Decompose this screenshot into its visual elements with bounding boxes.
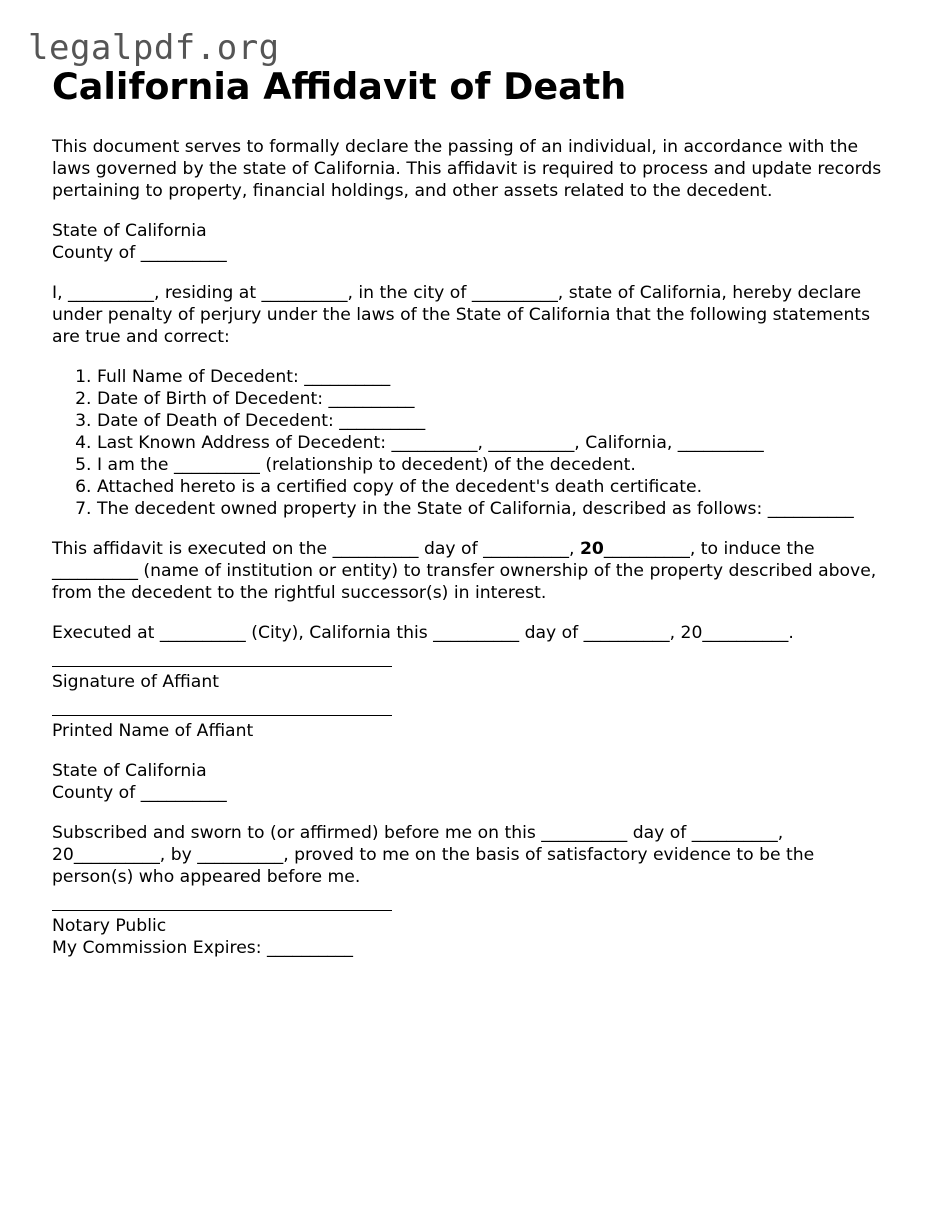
declaration-text: , in the city of [347, 283, 472, 303]
intro-paragraph: This document serves to formally declare the passing of an individual, in accordance with the laws governed by the state of California. This affidavit is required to process and update records pertaining to property, financial holdings, and other assets related to the decedent. [52, 137, 882, 201]
venue-block-notary [52, 760, 892, 804]
county-blank[interactable]: __________ [140, 783, 227, 803]
list-item: 2. Date of Birth of Decedent: __________ [97, 388, 892, 410]
venue-county-label: County of [52, 243, 141, 263]
list-item: 4. Last Known Address of Decedent: __________, __________, California, __________ [97, 432, 892, 454]
printed-name-line[interactable] [52, 715, 392, 716]
affiant-name-blank[interactable]: __________ [68, 283, 154, 303]
list-item: 6. Attached hereto is a certified copy of the decedent's death certificate. [97, 476, 892, 498]
execution-text: __________, to induce the __________ (name of institution or entity) to transfer ownership of the property described above, from the decedent to the rightful successor(s) in interest. [52, 539, 877, 603]
declaration-text: , residing at [153, 283, 262, 303]
commission-blank[interactable]: __________ [267, 938, 353, 958]
jurat-paragraph: Subscribed and sworn to (or affirmed) before me on this __________ day of __________, 20__________, by __________, proved to me on the basis of satisfactory evidence to be the person(s) who appeared before me. [52, 823, 815, 887]
list-item: 5. I am the __________ (relationship to decedent) of the decedent. [97, 454, 892, 476]
execution-paragraph [52, 538, 892, 604]
venue-state: State of California [52, 221, 207, 241]
document-title: California Affidavit of Death [52, 65, 627, 108]
list-item: 1. Full Name of Decedent: __________ [97, 366, 892, 388]
list-item: 3. Date of Death of Decedent: __________ [97, 410, 892, 432]
venue-block [52, 220, 892, 264]
affiant-signature-block [52, 666, 892, 693]
watermark: legalpdf.org [28, 28, 280, 68]
list-item: 7. The decedent owned property in the State of California, described as follows: __________ [97, 498, 892, 520]
execution-text: This affidavit is executed on the __________ day of __________, [52, 539, 580, 559]
city-blank[interactable]: __________ [471, 283, 558, 303]
document-body [52, 64, 892, 959]
signature-label: Signature of Affiant [52, 672, 219, 692]
printed-name-block [52, 715, 892, 742]
notary-signature-line[interactable] [52, 910, 392, 911]
signature-line[interactable] [52, 666, 392, 667]
venue-county-label: County of [52, 783, 141, 803]
statements-list [52, 366, 892, 520]
declaration-text: I, [52, 283, 68, 303]
residence-blank[interactable]: __________ [261, 283, 348, 303]
notary-block [52, 910, 892, 959]
execution-year: 20 [579, 539, 604, 559]
executed-at-line: Executed at __________ (City), California this __________ day of __________, 20__________. [52, 623, 794, 643]
venue-state: State of California [52, 761, 207, 781]
declaration-paragraph [52, 282, 892, 348]
notary-label: Notary Public [52, 916, 167, 936]
county-blank[interactable]: __________ [140, 243, 227, 263]
declaration-text: , state of California, hereby declare under penalty of perjury under the laws of the State of California that the following statements are true and correct: [52, 283, 871, 347]
commission-label: My Commission Expires: [52, 938, 267, 958]
printed-name-label: Printed Name of Affiant [52, 721, 254, 741]
